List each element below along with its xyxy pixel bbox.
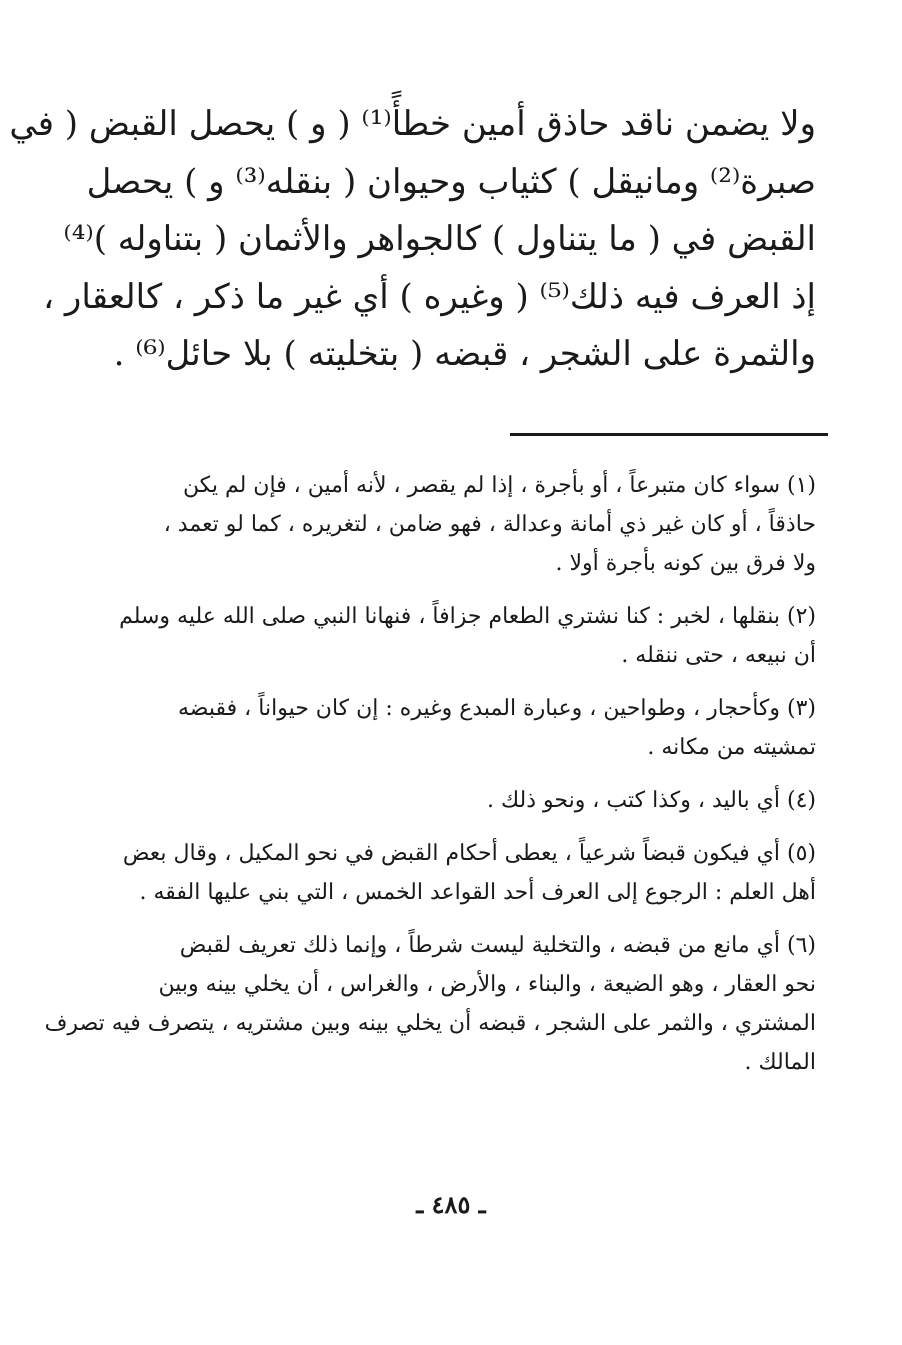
footnote-line: (٤) أي باليد ، وكذا كتب ، ونحو ذلك . xyxy=(486,788,816,813)
main-text-line: القبض في ( ما يتناول ) كالجواهر والأثمان ( بتناوله )⁽⁴⁾ xyxy=(63,219,816,259)
footnote-line: أهل العلم : الرجوع إلى العرف أحد القواعد الخمس ، التي بني عليها الفقه . xyxy=(139,880,816,905)
main-text-line: إذ العرف فيه ذلك⁽⁵⁾ ( وغيره ) أي غير ما ذكر ، كالعقار ، xyxy=(43,276,816,317)
footnote-line: حاذقاً ، أو كان غير ذي أمانة وعدالة ، فهو ضامن ، لتغريره ، كما لو تعمد ، xyxy=(163,512,816,537)
footnote-line: المالك . xyxy=(744,1050,816,1075)
main-text xyxy=(9,96,816,384)
footnote-5 xyxy=(86,834,816,912)
footnote-line: أن نبيعه ، حتى ننقله . xyxy=(621,643,816,668)
main-text-line: ولا يضمن ناقد حاذق أمين خطأً⁽¹⁾ ( و ) يحصل القبض ( في xyxy=(9,104,816,144)
footnote-line: تمشيته من مكانه . xyxy=(647,735,816,760)
footnote-line: المشتري ، والثمر على الشجر ، قبضه أن يخلي بينه وبين مشتريه ، يتصرف فيه تصرف xyxy=(44,1011,816,1036)
footnote-6 xyxy=(44,926,816,1082)
footnote-line: ولا فرق بين كونه بأجرة أولا . xyxy=(555,551,816,576)
footnote-line: (٥) أي فيكون قبضاً شرعياً ، يعطى أحكام القبض في نحو المكيل ، وقال بعض xyxy=(122,841,816,866)
footnote-1 xyxy=(86,466,816,583)
footnote-line: (٣) وكأحجار ، وطواحين ، وعبارة المبدع وغيره : إن كان حيواناً ، فقبضه xyxy=(178,696,816,721)
footnote-4 xyxy=(86,781,816,820)
footnote-line: (٦) أي مانع من قبضه ، والتخلية ليست شرطاً ، وإنما ذلك تعريف لقبض xyxy=(179,933,816,958)
main-text-line: والثمرة على الشجر ، قبضه ( بتخليته ) بلا حائل⁽⁶⁾ . xyxy=(113,334,816,374)
main-text-line: صبرة⁽²⁾ ومانيقل ) كثياب وحيوان ( بنقله⁽³⁾ و ) يحصل xyxy=(86,161,816,202)
footnote-line: (١) سواء كان متبرعاً ، أو بأجرة ، إذا لم يقصر ، لأنه أمين ، فإن لم يكن xyxy=(182,473,816,498)
footnote-divider xyxy=(510,433,828,436)
footnote-2 xyxy=(86,597,816,675)
page-number: ـ ٤٨٥ ـ xyxy=(416,1190,486,1219)
footnote-line: (٢) بنقلها ، لخبر : كنا نشتري الطعام جزافاً ، فنهانا النبي صلى الله عليه وسلم xyxy=(119,604,816,629)
footnotes xyxy=(44,466,816,1096)
footnote-3 xyxy=(86,689,816,767)
footnote-line: نحو العقار ، وهو الضيعة ، والبناء ، والأرض ، والغراس ، أن يخلي بينه وبين xyxy=(158,972,816,997)
